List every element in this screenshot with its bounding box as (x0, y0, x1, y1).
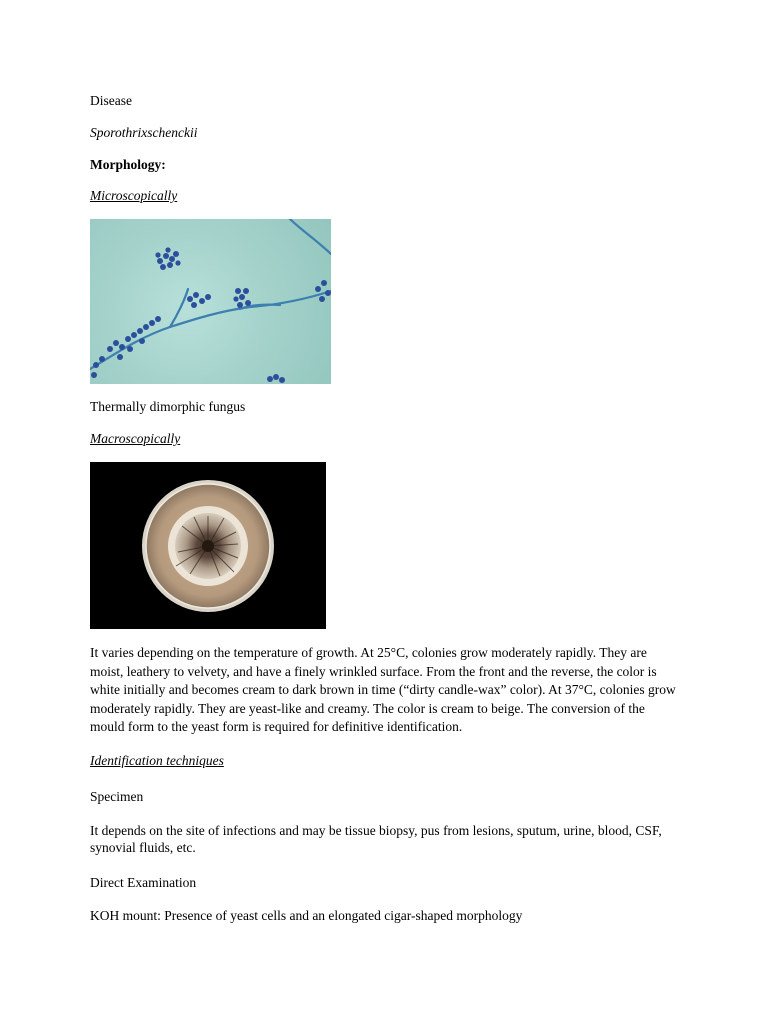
microscopic-caption: Thermally dimorphic fungus (90, 399, 246, 414)
microscopically-heading: Microscopically (90, 188, 178, 203)
petri-dish-illustration (90, 462, 326, 629)
macroscopic-image (90, 462, 326, 629)
macroscopic-description: It varies depending on the temperature of growth. At 25°C, colonies grow moderately rapidly. They are moist, leathery to velvety, and have a finely wrinkled surface. From the front and the reverse, the color is white initially and becomes cream to dark brown in time (“dirty candle-wax” color). At 37°C, colonies grow moderately rapidly. They are yeast-like and creamy. The color is cream to beige. The conversion of the mould form to the yeast form is required for definitive identification. (90, 645, 676, 734)
morphology-heading: Morphology: (90, 157, 166, 172)
microscopic-image (90, 219, 331, 384)
koh-text: KOH mount: Presence of yeast cells and an elongated cigar-shaped morphology (90, 908, 523, 923)
identification-heading: Identification techniques (90, 753, 224, 768)
organism-name: Sporothrixschenckii (90, 125, 198, 140)
disease-label: Disease (90, 93, 132, 108)
specimen-heading: Specimen (90, 789, 144, 804)
specimen-text: It depends on the site of infections and may be tissue biopsy, pus from lesions, sputum, urine, blood, CSF, synovial fluids, etc. (90, 823, 662, 855)
microscopic-image-illustration (90, 219, 331, 384)
macroscopically-heading: Macroscopically (90, 431, 181, 446)
direct-exam-heading: Direct Examination (90, 875, 197, 890)
